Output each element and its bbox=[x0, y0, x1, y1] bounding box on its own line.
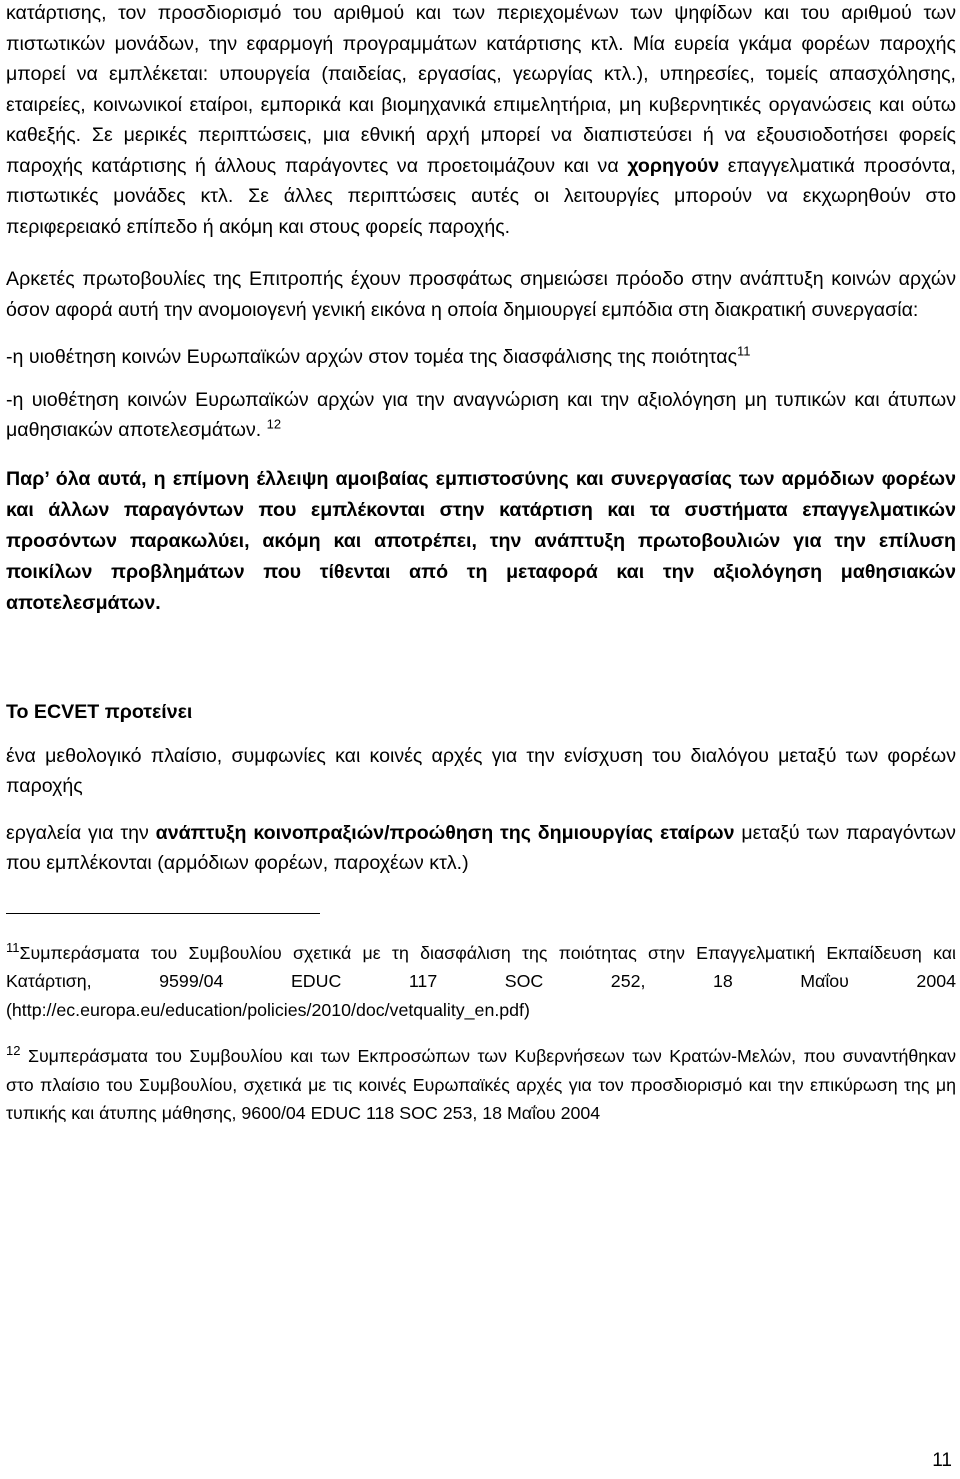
paragraph-1-bold-term: χορηγούν bbox=[627, 154, 720, 177]
ecvet-item-2 bbox=[6, 818, 956, 879]
footnote-12 bbox=[6, 1042, 956, 1128]
ecvet-item-1: ένα μεθολογικό πλαίσιο, συμφωνίες και κοινές αρχές για την ενίσχυση του διαλόγου μεταξύ των φορέων παροχής bbox=[6, 744, 956, 797]
footnote-12-mark: 12 bbox=[6, 1043, 21, 1059]
ecvet-heading: Το ECVET προτείνει bbox=[6, 700, 193, 723]
page-number: 11 bbox=[932, 1450, 952, 1471]
footnote-12-text: Συμπεράσματα του Συμβουλίου και των Εκπροσώπων των Κυβερνήσεων των Κρατών-Μελών, που συναντήθηκαν στο πλαίσιο του Συμβουλίου, σχετικά με τις κοινές Ευρωπαϊκές αρχές για τον προσδιορισμό και την επικύρωση της μη τυπικής και άτυπης μάθησης, 9600/04 EDUC 118 SOC 253, 18 Μαΐου 2004 bbox=[6, 1046, 956, 1123]
bullet-1-text: -η υιοθέτηση κοινών Ευρωπαϊκών αρχών στον τομέα της διασφάλισης της ποιότητας bbox=[6, 346, 738, 368]
footnote-separator bbox=[6, 913, 320, 914]
ecvet-item-2-start: εργαλεία για την bbox=[6, 821, 149, 844]
paragraph-1-text: κατάρτισης, τον προσδιορισμό του αριθμού και των περιεχομένων των ψηφίδων και του αριθμού των πιστωτικών μονάδων, την εφαρμογή προγραμμάτων κατάρτισης κτλ. Μία ευρεία γκάμα φορέων παροχής μπορεί να εμπλέκεται: υπουργεία (παιδείας, εργασίας, γεωργίας κτλ.), υπηρεσίες, τομείς απασχόλησης, εταιρείες, κοινωνικοί εταίροι, εμπορικά και βιομηχανικά επιμελητήρια, μη κυβερνητικές οργανώσεις και ούτω καθεξής. Σε μερικές περιπτώσεις, μια εθνική αρχή μπορεί να διαπιστεύσει ή να εξουσιοδοτήσει φορείς παροχής κατάρτισης ή άλλους παράγοντες να προετοιμάζουν και να bbox=[6, 2, 956, 177]
footnote-11-mark: 11 bbox=[6, 939, 20, 955]
bold-paragraph: Παρ’ όλα αυτά, η επίμονη έλλειψη αμοιβαίας εμπιστοσύνης και συνεργασίας των αρμόδιων φορέων και άλλων παραγόντων που εμπλέκονται στην κατάρτιση και τα συστήματα επαγγελματικών προσόντων παρακωλύει, ακόμη και αποτρέπει, την ανάπτυξη πρωτοβουλιών για την επίλυση ποικίλων προβλημάτων που τίθενται από τη μεταφορά και την αξιολόγηση μαθησιακών αποτελεσμάτων. bbox=[6, 467, 956, 614]
paragraph-1 bbox=[6, 0, 956, 242]
footnote-reference-12[interactable]: 12 bbox=[266, 416, 282, 432]
footnote-11-text: Συμπεράσματα του Συμβουλίου σχετικά με τη διασφάλιση της ποιότητας στην Επαγγελματική Εκπαίδευση και Κατάρτιση, 9599/04 EDUC 117 SOC 252, 18 Μαΐου 2004 (http://ec.europa.eu/education/policies/2010/doc/vetquality_en.pdf) bbox=[6, 942, 956, 1020]
footnote-reference-11[interactable]: 11 bbox=[737, 343, 751, 359]
document-page bbox=[6, 0, 956, 1128]
bullet-2-text: -η υιοθέτηση κοινών Ευρωπαϊκών αρχών για την αναγνώριση και την αξιολόγηση μη τυπικών και άτυπων μαθησιακών αποτελεσμάτων. bbox=[6, 388, 956, 441]
paragraph-2: Αρκετές πρωτοβουλίες της Επιτροπής έχουν προσφάτως σημειώσει πρόοδο στην ανάπτυξη κοινών αρχών όσον αφορά αυτή την ανομοιογενή γενική εικόνα η οποία δημιουργεί εμπόδια στη διακρατική συνεργασία: bbox=[6, 268, 956, 321]
ecvet-item-2-end: μεταξύ των παραγόντων που εμπλέκονται (αρμόδιων φορέων, παροχέων κτλ.) bbox=[6, 821, 956, 874]
ecvet-item-2-bold: ανάπτυξη κοινοπραξιών/προώθηση της δημιουργίας εταίρων bbox=[155, 821, 735, 844]
bullet-validation-learning bbox=[6, 385, 956, 446]
paragraph-1-end-text: επαγγελματικά προσόντα, πιστωτικές μονάδες κτλ. Σε άλλες περιπτώσεις αυτές οι λειτουργίες μπορούν να εκχωρηθούν στο περιφερειακό επίπεδο ή ακόμη και στους φορείς παροχής. bbox=[6, 154, 956, 238]
footnote-11 bbox=[6, 939, 956, 1025]
bullet-quality-assurance bbox=[6, 342, 956, 373]
